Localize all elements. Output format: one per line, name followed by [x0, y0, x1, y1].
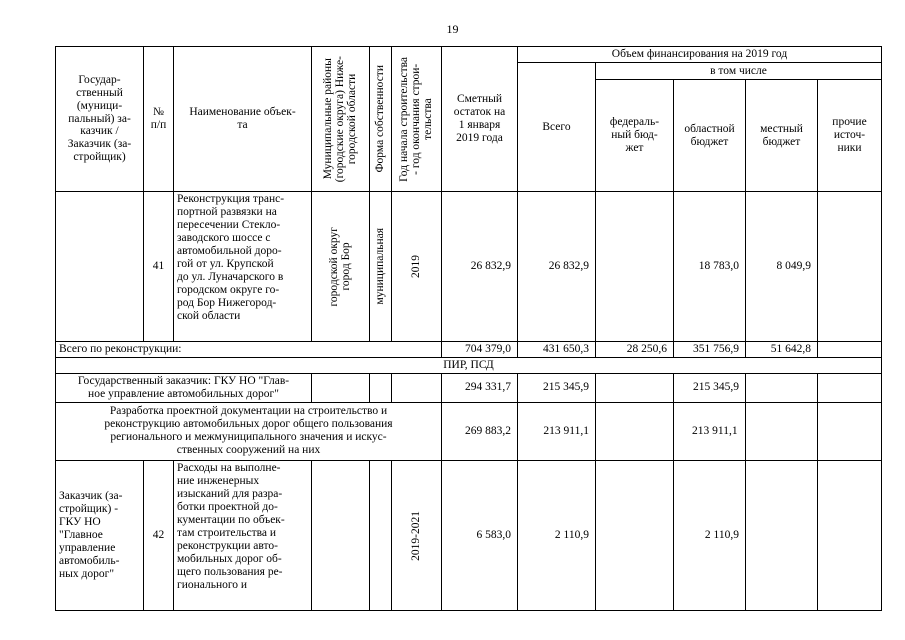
- reconstruction-total-row: [56, 342, 882, 358]
- section-pir-title: ПИР, ПСД: [56, 357, 882, 373]
- header-funding-group: Объем финансирования на 2019 год: [518, 47, 882, 63]
- header-ownership: Форма собственности: [370, 47, 392, 192]
- header-other: прочие источ- ники: [818, 80, 882, 192]
- header-including: в том числе: [596, 63, 882, 80]
- state-customer-label: Государственный заказчик: ГКУ НО "Глав- ное управление автомобильных дорог": [56, 373, 312, 402]
- row41-customer: [56, 192, 144, 342]
- row42-other: [818, 460, 882, 610]
- design-work-other: [818, 402, 882, 460]
- state-customer-estimate: 294 331,7: [442, 373, 518, 402]
- header-estimate: Сметный остаток на 1 января 2019 года: [442, 47, 518, 192]
- design-work-label: Разработка проектной документации на строительство и реконструкцию автомобильных дорог общего пользования регионального и межмуниципального значения и искус- ственных сооружений на них: [56, 402, 442, 460]
- row41-estimate: 26 832,9: [442, 192, 518, 342]
- row42-local: [746, 460, 818, 610]
- row42-name: Расходы на выполне- ние инженерных изысканий для разра- ботки проектной до- кументации по объек- там строительства и реконструкции авто- мобильных дорог об- щего пользования ре- гионального и: [174, 460, 312, 610]
- state-customer-local: [746, 373, 818, 402]
- row42-federal: [596, 460, 674, 610]
- reconstruction-total-other: [818, 342, 882, 358]
- row41-num: 41: [144, 192, 174, 342]
- row42-customer: Заказчик (за- стройщик) - ГКУ НО "Главное управление автомобиль- ных дорог": [56, 460, 144, 610]
- state-customer-empty-1: [312, 373, 370, 402]
- row42-num: 42: [144, 460, 174, 610]
- state-customer-empty-2: [370, 373, 392, 402]
- reconstruction-total-federal: 28 250,6: [596, 342, 674, 358]
- state-customer-other: [818, 373, 882, 402]
- table-row-42: [56, 460, 882, 610]
- page-number: 19: [446, 22, 459, 36]
- header-object-name: Наименование объек- та: [174, 47, 312, 192]
- row41-name: Реконструкция транс- портной развязки на пересечении Стекло- заводского шоссе с автомобильной доро- гой от ул. Крупской до ул. Луначарского в городском округе го- род Бор Нижегород- ской области: [174, 192, 312, 342]
- state-customer-federal: [596, 373, 674, 402]
- header-districts: Муниципальные районы (городские округа) Ниже- городской области: [312, 47, 370, 192]
- header-local: местный бюджет: [746, 80, 818, 192]
- design-work-local: [746, 402, 818, 460]
- reconstruction-total-label: Всего по реконструкции:: [56, 342, 442, 358]
- row41-ownership: муниципальная: [370, 192, 392, 342]
- row41-local: 8 049,9: [746, 192, 818, 342]
- row42-total: 2 110,9: [518, 460, 596, 610]
- row41-other: [818, 192, 882, 342]
- header-regional: областной бюджет: [674, 80, 746, 192]
- row41-years: 2019: [392, 192, 442, 342]
- design-work-estimate: 269 883,2: [442, 402, 518, 460]
- reconstruction-total-estimate: 704 379,0: [442, 342, 518, 358]
- row41-regional: 18 783,0: [674, 192, 746, 342]
- reconstruction-total-local: 51 642,8: [746, 342, 818, 358]
- state-customer-regional: 215 345,9: [674, 373, 746, 402]
- header-federal: федераль- ный бюд- жет: [596, 80, 674, 192]
- section-row-pir: [56, 357, 882, 373]
- design-work-federal: [596, 402, 674, 460]
- state-customer-total: 215 345,9: [518, 373, 596, 402]
- row41-total: 26 832,9: [518, 192, 596, 342]
- state-customer-row: [56, 373, 882, 402]
- table-row-41: [56, 192, 882, 342]
- row42-estimate: 6 583,0: [442, 460, 518, 610]
- state-customer-empty-3: [392, 373, 442, 402]
- design-work-total: 213 911,1: [518, 402, 596, 460]
- header-years: Год начала строительства - год окончания строи- тельства: [392, 47, 442, 192]
- reconstruction-total-total: 431 650,3: [518, 342, 596, 358]
- row42-years: 2019-2021: [392, 460, 442, 610]
- reconstruction-total-regional: 351 756,9: [674, 342, 746, 358]
- row41-district: городской округ город Бор: [312, 192, 370, 342]
- design-work-row: [56, 402, 882, 460]
- row41-federal: [596, 192, 674, 342]
- header-num: № п/п: [144, 47, 174, 192]
- financing-table: [55, 46, 882, 611]
- row42-district: [312, 460, 370, 610]
- header-total: Всего: [518, 63, 596, 192]
- row42-regional: 2 110,9: [674, 460, 746, 610]
- row42-ownership: [370, 460, 392, 610]
- design-work-regional: 213 911,1: [674, 402, 746, 460]
- header-customer: Государ- ственный (муници- пальный) за- казчик / Заказчик (за- стройщик): [56, 47, 144, 192]
